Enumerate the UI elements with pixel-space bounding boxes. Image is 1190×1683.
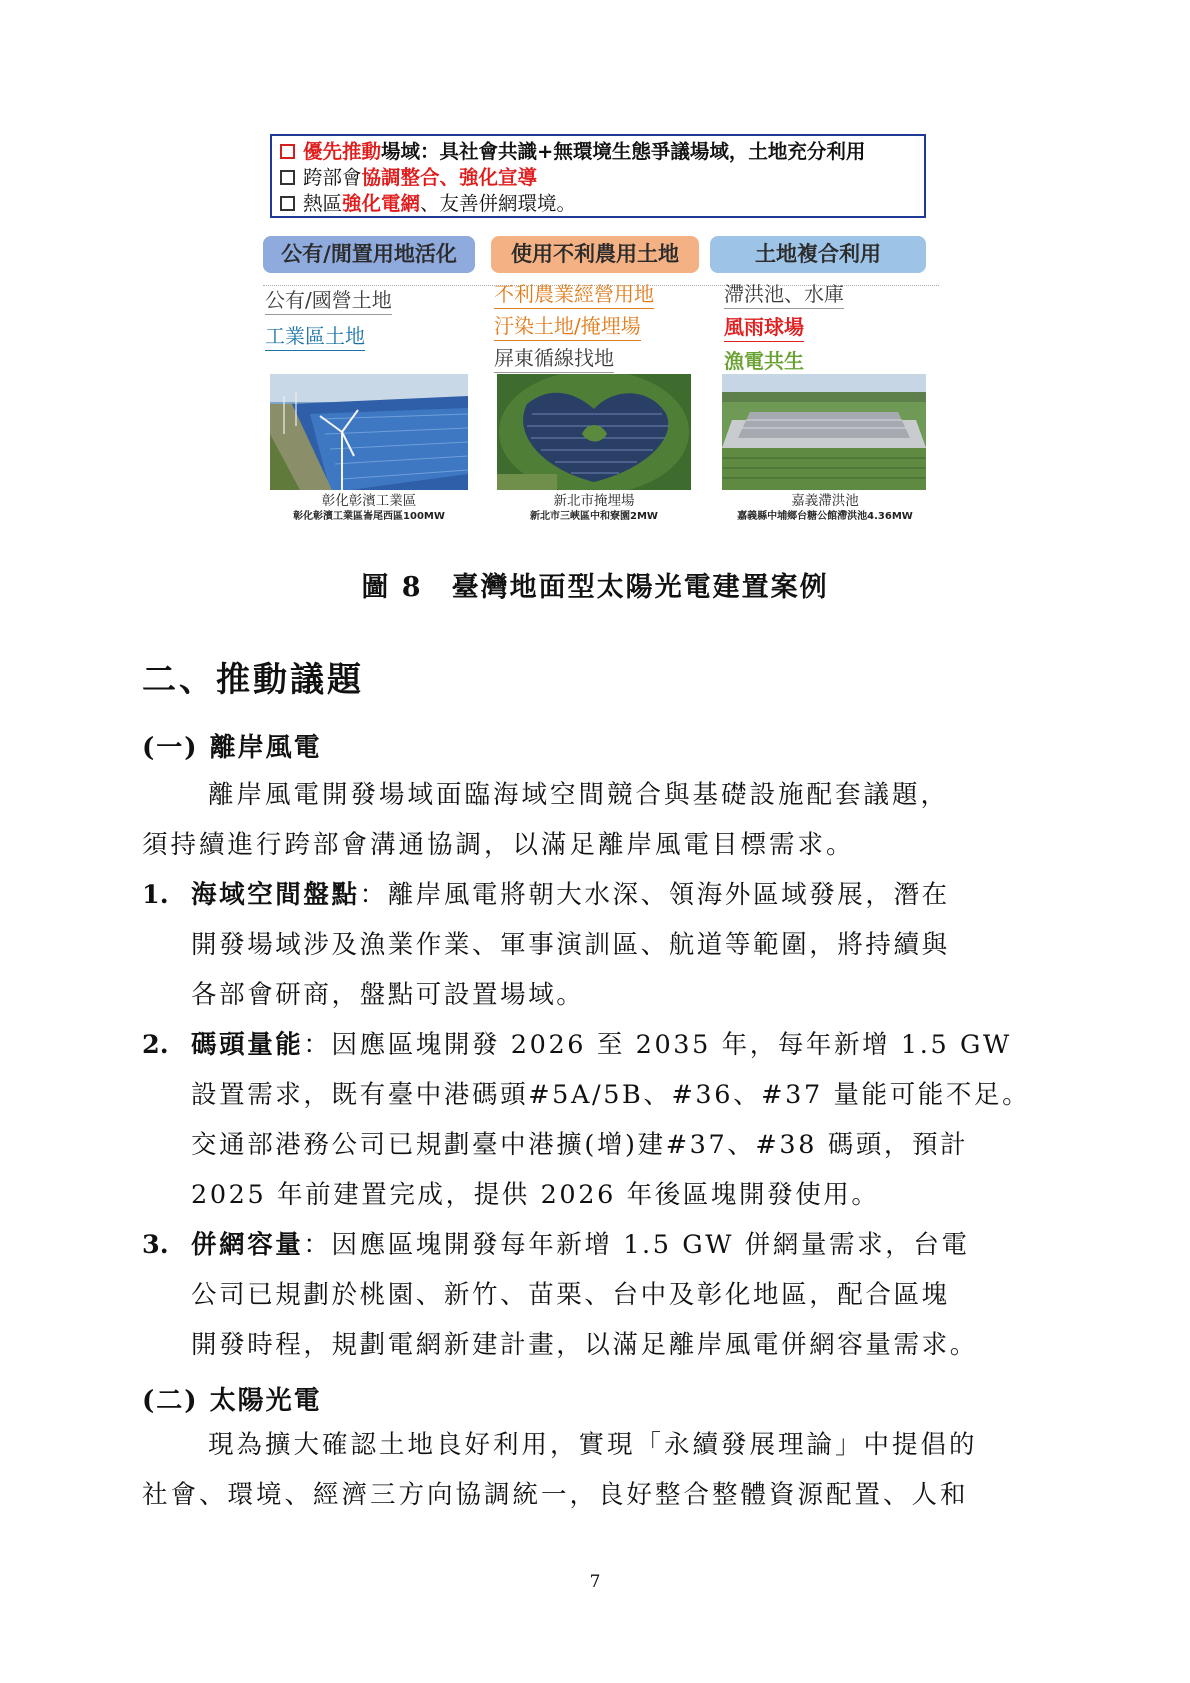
category-agri-land: 使用不利農用土地	[491, 236, 699, 273]
page-number: 7	[589, 1572, 601, 1592]
list-item-port-capacity: 碼頭量能：因應區塊開發 2026 至 2035 年，每年新增 1.5 GW 設置需求，既有臺中港碼頭#5A/5B、#36、#37 量能可能不足。 交通部港務公司已規劃臺中港擴(增)建#37、#38 碼頭，預計 2025 年前建置完成，提供 2026 年後區塊開發使用。	[191, 1030, 1031, 1210]
item-number: 1.	[142, 880, 169, 910]
list-item-marine-space: 海域空間盤點：離岸風電將朝大水深、領海外區域發展，潛在 開發場域涉及漁業作業、軍事演訓區、航道等範圍，將持續與 各部會研商，盤點可設置場域。	[191, 880, 950, 1010]
priority-line-2: 跨部會協調整合、強化宣導	[280, 165, 916, 191]
subsection-title-offshore-wind: (一) 離岸風電	[142, 733, 322, 763]
section-title: 二、推動議題	[142, 660, 364, 700]
list-item: 公有/國營土地	[265, 284, 392, 315]
list-item: 屏東循線找地	[494, 342, 614, 373]
paragraph-offshore-intro: 離岸風電開發場域面臨海域空間競合與基礎設施配套議題， 須持續進行跨部會溝通協調，以滿足離岸風電目標需求。	[142, 780, 950, 860]
list-item: 漁電共生	[724, 345, 804, 376]
priority-line-1: 優先推動場域：具社會共識+無環境生態爭議場域，土地充分利用	[280, 139, 916, 165]
list-item: 汙染土地/掩埋場	[494, 310, 641, 341]
category-multi-use: 土地複合利用	[710, 236, 926, 273]
priority-line-3: 熱區強化電網、友善併網環境。	[280, 191, 916, 217]
list-item: 工業區土地	[265, 320, 365, 351]
list-item-grid-capacity: 併網容量：因應區塊開發每年新增 1.5 GW 併網量需求，台電 公司已規劃於桃園、新竹、苗栗、台中及彰化地區，配合區塊 開發時程，規劃電網新建計畫，以滿足離岸風電併網容量需求。	[191, 1230, 978, 1360]
checkbox-icon	[280, 144, 295, 159]
list-item: 滯洪池、水庫	[724, 278, 844, 309]
figure-caption: 圖 8 臺灣地面型太陽光電建置案例	[361, 572, 829, 603]
photo-chiayi-pond	[722, 374, 926, 490]
category-public-land: 公有/閒置用地活化	[263, 236, 475, 273]
photo-caption-1: 彰化彰濱工業區 彰化彰濱工業區崙尾西區100MW	[293, 493, 445, 522]
photo-caption-2: 新北市掩埋場 新北市三峽區中和寮園2MW	[530, 493, 658, 522]
checkbox-icon	[280, 170, 295, 185]
photo-caption-3: 嘉義滯洪池 嘉義縣中埔鄉台糖公館滯洪池4.36MW	[737, 493, 913, 522]
item-number: 2.	[142, 1030, 169, 1060]
item-number: 3.	[142, 1230, 169, 1260]
list-item: 不利農業經營用地	[494, 278, 654, 309]
priority-box	[270, 134, 926, 218]
subsection-title-solar: (二) 太陽光電	[142, 1386, 322, 1416]
photo-changhua-industrial	[270, 374, 468, 490]
photo-newtaipei-landfill	[497, 374, 691, 490]
checkbox-icon	[280, 196, 295, 211]
paragraph-solar-intro: 現為擴大確認土地良好利用，實現「永續發展理論」中提倡的 社會、環境、經濟三方向協調統一，良好整合整體資源配置、人和	[142, 1430, 978, 1510]
list-item: 風雨球場	[724, 311, 804, 342]
